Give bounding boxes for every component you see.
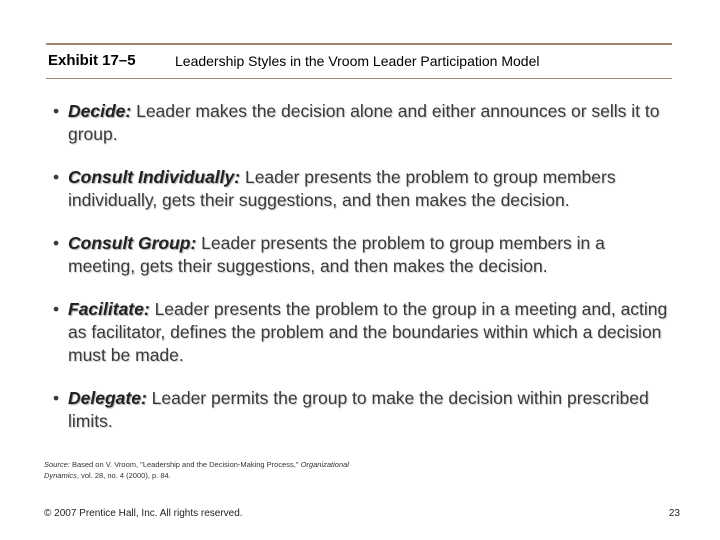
exhibit-number: Exhibit 17–5	[48, 52, 136, 69]
list-item	[48, 298, 672, 367]
leadership-styles-list	[48, 100, 672, 453]
source-label: Source:	[44, 460, 70, 469]
style-term: Consult Group:	[68, 233, 197, 253]
style-description: Leader presents the problem to the group in a meeting and, acting as facilitator, defines the problem and the boundaries within which a decision must be made.	[68, 299, 668, 365]
style-term: Consult Individually:	[68, 167, 241, 187]
style-term: Facilitate:	[68, 299, 150, 319]
style-description: Leader presents the problem to group members in a meeting, gets their suggestions, and then makes the decision.	[68, 233, 605, 276]
bullet-icon: •	[53, 299, 60, 319]
header-rule-bottom	[46, 78, 672, 79]
list-item	[48, 232, 672, 278]
list-item	[48, 387, 672, 433]
style-term: Delegate:	[68, 388, 147, 408]
list-item	[48, 166, 672, 212]
bullet-icon: •	[53, 167, 60, 187]
page-number: 23	[668, 508, 680, 519]
style-term: Decide:	[68, 101, 132, 121]
bullet-icon: •	[53, 233, 60, 253]
list-item	[48, 100, 672, 146]
source-journal: Organizational Dynamics	[44, 460, 349, 480]
source-text-after: , vol. 28, no. 4 (2000), p. 84.	[76, 471, 171, 480]
exhibit-title: Leadership Styles in the Vroom Leader Participation Model	[175, 53, 540, 69]
header-rule-top	[46, 43, 672, 45]
bullet-icon: •	[53, 101, 60, 121]
style-description: Leader permits the group to make the decision within prescribed limits.	[68, 388, 649, 431]
bullet-icon: •	[53, 388, 60, 408]
style-description: Leader presents the problem to group members individually, gets their suggestions, and then makes the decision.	[68, 167, 616, 210]
source-citation	[44, 459, 374, 481]
copyright-notice: © 2007 Prentice Hall, Inc. All rights reserved.	[44, 508, 243, 519]
style-description: Leader makes the decision alone and either announces or sells it to group.	[68, 101, 660, 144]
source-text-before: Based on V. Vroom, "Leadership and the Decision-Making Process,"	[69, 460, 301, 469]
